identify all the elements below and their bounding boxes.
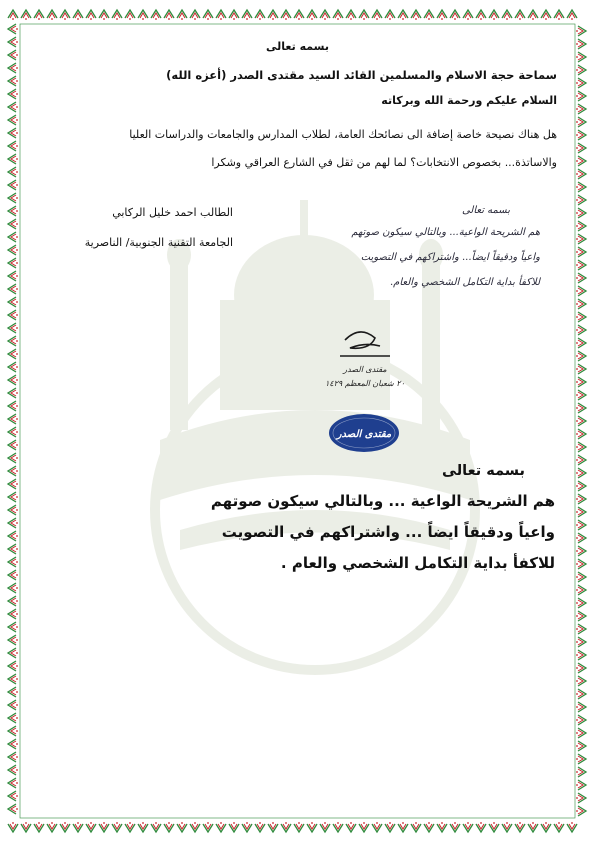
border-ornament — [576, 273, 586, 283]
border-ornament — [112, 822, 122, 832]
border-ornament — [576, 585, 586, 595]
border-ornament — [567, 10, 577, 20]
border-ornament — [8, 557, 18, 567]
border-ornament — [8, 726, 18, 736]
border-ornament — [502, 822, 512, 832]
border-ornament — [47, 822, 57, 832]
border-ornament — [8, 791, 18, 801]
border-ornament — [576, 78, 586, 88]
border-ornament — [576, 481, 586, 491]
border-ornament — [8, 635, 18, 645]
border-ornament — [8, 10, 18, 20]
border-ornament — [576, 169, 586, 179]
border-ornament — [576, 390, 586, 400]
border-ornament — [576, 455, 586, 465]
typed-reply-line: واعياً ودقيقاً ايضاً ... واشتراكهم في التصويت — [221, 523, 555, 541]
typed-reply-line: للاكفأ بداية التكامل الشخصي والعام . — [280, 554, 555, 572]
border-ornament — [576, 533, 586, 543]
border-ornament — [86, 822, 96, 832]
signature-date: ٢٠ شعبان المعظم ١٤٢٩ — [325, 379, 405, 388]
border-ornament — [8, 427, 18, 437]
border-ornament — [8, 674, 18, 684]
border-ornament — [576, 793, 586, 803]
border-ornament — [576, 702, 586, 712]
border-ornament — [385, 822, 395, 832]
border-ornament — [576, 611, 586, 621]
border-ornament — [8, 609, 18, 619]
border-ornament — [8, 700, 18, 710]
border-ornament — [190, 10, 200, 20]
border-ornament — [268, 10, 278, 20]
border-ornament — [424, 10, 434, 20]
border-ornament — [576, 507, 586, 517]
border-ornament — [8, 336, 18, 346]
border-ornament — [8, 752, 18, 762]
border-ornament — [8, 271, 18, 281]
border-ornament — [216, 10, 226, 20]
border-ornament — [8, 102, 18, 112]
border-ornament — [411, 10, 421, 20]
border-ornament — [307, 10, 317, 20]
border-ornament — [576, 364, 586, 374]
border-ornament — [8, 375, 18, 385]
border-ornament — [8, 466, 18, 476]
border-ornament — [8, 778, 18, 788]
border-ornament — [320, 10, 330, 20]
border-ornament — [8, 297, 18, 307]
border-ornament — [8, 414, 18, 424]
border-ornament — [8, 596, 18, 606]
border-ornament — [8, 492, 18, 502]
border-ornament — [576, 182, 586, 192]
border-ornament — [541, 822, 551, 832]
border-ornament — [576, 546, 586, 556]
border-ornament — [576, 780, 586, 790]
border-ornament — [8, 739, 18, 749]
border-ornament — [8, 232, 18, 242]
border-ornament — [229, 822, 239, 832]
border-ornament — [86, 10, 96, 20]
border-ornament — [576, 143, 586, 153]
border-ornament — [576, 728, 586, 738]
border-ornament — [8, 362, 18, 372]
border-ornament — [372, 10, 382, 20]
handwritten-line: هم الشريحة الواعية... وبالتالي سيكون صوتهم — [351, 227, 540, 238]
border-ornament — [8, 661, 18, 671]
border-ornament — [112, 10, 122, 20]
border-ornament — [8, 63, 18, 73]
signature-icon — [320, 320, 410, 395]
border-ornament — [8, 141, 18, 151]
border-ornament — [576, 624, 586, 634]
border-ornament — [489, 10, 499, 20]
border-ornament — [34, 822, 44, 832]
border-ornament — [8, 388, 18, 398]
border-ornament — [8, 115, 18, 125]
handwritten-line: بسمه تعالى — [461, 205, 510, 216]
border-ornament — [576, 338, 586, 348]
border-ornament — [47, 10, 57, 20]
border-ornament — [528, 822, 538, 832]
border-ornament — [576, 247, 586, 257]
border-ornament — [576, 325, 586, 335]
border-ornament — [73, 822, 83, 832]
typed-reply-title: بسمه تعالى — [442, 463, 525, 479]
border-ornament — [398, 822, 408, 832]
border-ornament — [437, 822, 447, 832]
border-ornament — [576, 806, 586, 816]
border-ornament — [73, 10, 83, 20]
border-ornament — [229, 10, 239, 20]
border-ornament — [138, 822, 148, 832]
border-ornament — [515, 822, 525, 832]
border-ornament — [576, 416, 586, 426]
border-ornament — [320, 822, 330, 832]
border-ornament — [34, 10, 44, 20]
border-ornament — [203, 10, 213, 20]
border-ornament — [99, 10, 109, 20]
border-ornament — [203, 822, 213, 832]
border-ornament — [8, 505, 18, 515]
border-ornament — [8, 349, 18, 359]
letter-body-line: والاساتذة... بخصوص الانتخابات؟ لما لهم من ثقل في الشارع العراقي وشكرا — [211, 156, 557, 169]
border-ornament — [385, 10, 395, 20]
border-ornament — [8, 167, 18, 177]
border-ornament — [463, 822, 473, 832]
border-ornament — [333, 822, 343, 832]
border-ornament — [576, 403, 586, 413]
border-ornament — [450, 10, 460, 20]
signature-name: مقتدى الصدر — [343, 365, 387, 374]
border-ornament — [21, 10, 31, 20]
letter-addressee: سماحة حجة الاسلام والمسلمين القائد السيد مقتدى الصدر (أعزه الله) — [166, 68, 557, 82]
border-ornament — [138, 10, 148, 20]
border-ornament — [307, 822, 317, 832]
border-ornament — [576, 715, 586, 725]
border-ornament — [216, 822, 226, 832]
border-ornament — [177, 10, 187, 20]
border-ornament — [576, 117, 586, 127]
border-ornament — [576, 208, 586, 218]
border-ornament — [125, 10, 135, 20]
border-ornament — [424, 822, 434, 832]
handwritten-reply — [330, 205, 540, 315]
border-ornament — [576, 442, 586, 452]
border-ornament — [576, 260, 586, 270]
sender-university: الجامعة التقنية الجنوبية/ الناصرية — [84, 236, 233, 249]
border-ornament — [463, 10, 473, 20]
border-ornament — [8, 180, 18, 190]
border-ornament — [8, 570, 18, 580]
border-ornament — [576, 689, 586, 699]
border-ornament — [8, 323, 18, 333]
border-ornament — [8, 822, 18, 832]
border-ornament — [576, 52, 586, 62]
border-ornament — [255, 822, 265, 832]
border-ornament — [164, 822, 174, 832]
border-ornament — [576, 650, 586, 660]
border-ornament — [576, 130, 586, 140]
border-ornament — [576, 377, 586, 387]
border-ornament — [8, 544, 18, 554]
border-ornament — [8, 193, 18, 203]
handwritten-line: واعياً ودقيقاً ايضاً... واشتراكهم في التصويت — [360, 252, 540, 263]
border-ornament — [8, 648, 18, 658]
border-ornament — [576, 741, 586, 751]
border-ornament — [515, 10, 525, 20]
border-ornament — [255, 10, 265, 20]
blue-calligraphy-seal — [327, 412, 401, 454]
border-ornament — [437, 10, 447, 20]
border-ornament — [8, 310, 18, 320]
border-ornament — [567, 822, 577, 832]
border-ornament — [8, 154, 18, 164]
border-ornament — [576, 234, 586, 244]
border-ornament — [576, 26, 586, 36]
border-ornament — [359, 10, 369, 20]
border-ornament — [8, 479, 18, 489]
border-ornament — [8, 245, 18, 255]
border-ornament — [576, 676, 586, 686]
border-ornament — [177, 822, 187, 832]
border-ornament — [502, 10, 512, 20]
border-ornament — [576, 637, 586, 647]
border-ornament — [398, 10, 408, 20]
border-ornament — [576, 91, 586, 101]
border-ornament — [333, 10, 343, 20]
border-ornament — [8, 765, 18, 775]
border-ornament — [268, 822, 278, 832]
border-ornament — [576, 429, 586, 439]
border-ornament — [476, 822, 486, 832]
border-ornament — [8, 518, 18, 528]
border-ornament — [489, 822, 499, 832]
border-ornament — [576, 767, 586, 777]
border-ornament — [576, 572, 586, 582]
border-ornament — [528, 10, 538, 20]
typed-reply-line: هم الشريحة الواعية ... وبالتالي سيكون صوتهم — [210, 492, 555, 510]
border-ornament — [576, 312, 586, 322]
border-ornament — [8, 713, 18, 723]
letter-body-line: هل هناك نصيحة خاصة إضافة الى نصائحك العامة، لطلاب المدارس والجامعات والدراسات العليا — [129, 128, 557, 141]
border-ornament — [8, 687, 18, 697]
border-ornament — [576, 221, 586, 231]
border-ornament — [60, 822, 70, 832]
border-ornament — [8, 24, 18, 34]
seal-text: مقتدى الصدر — [336, 429, 392, 440]
border-ornament — [576, 195, 586, 205]
border-ornament — [8, 89, 18, 99]
border-ornament — [8, 440, 18, 450]
border-ornament — [372, 822, 382, 832]
border-ornament — [576, 468, 586, 478]
border-ornament — [281, 10, 291, 20]
border-ornament — [242, 10, 252, 20]
border-ornament — [281, 822, 291, 832]
border-ornament — [576, 104, 586, 114]
border-ornament — [411, 822, 421, 832]
border-ornament — [576, 65, 586, 75]
border-ornament — [8, 258, 18, 268]
border-ornament — [242, 822, 252, 832]
border-ornament — [476, 10, 486, 20]
handwritten-line: للاكفأ بداية التكامل الشخصي والعام. — [390, 277, 540, 288]
border-ornament — [151, 10, 161, 20]
border-ornament — [8, 206, 18, 216]
border-ornament — [576, 494, 586, 504]
border-ornament — [576, 156, 586, 166]
border-ornament — [346, 10, 356, 20]
border-ornament — [190, 822, 200, 832]
border-ornament — [576, 663, 586, 673]
border-ornament — [450, 822, 460, 832]
border-ornament — [294, 822, 304, 832]
border-ornament — [21, 822, 31, 832]
border-ornament — [294, 10, 304, 20]
border-ornament — [576, 351, 586, 361]
sender-name: الطالب احمد خليل الركابي — [112, 206, 233, 219]
border-ornament — [576, 299, 586, 309]
border-ornament — [554, 10, 564, 20]
border-ornament — [359, 822, 369, 832]
border-ornament — [125, 822, 135, 832]
border-ornament — [576, 559, 586, 569]
border-ornament — [8, 453, 18, 463]
border-ornament — [576, 520, 586, 530]
border-ornament — [60, 10, 70, 20]
border-ornament — [8, 128, 18, 138]
border-ornament — [8, 219, 18, 229]
letter-greeting: السلام عليكم ورحمة الله وبركاته — [381, 94, 557, 107]
border-ornament — [554, 822, 564, 832]
border-ornament — [8, 622, 18, 632]
border-ornament — [99, 822, 109, 832]
border-ornament — [346, 822, 356, 832]
border-ornament — [576, 754, 586, 764]
border-ornament — [576, 598, 586, 608]
border-ornament — [8, 401, 18, 411]
border-ornament — [164, 10, 174, 20]
border-ornament — [8, 531, 18, 541]
border-ornament — [8, 284, 18, 294]
border-ornament — [151, 822, 161, 832]
border-ornament — [541, 10, 551, 20]
border-ornament — [576, 286, 586, 296]
border-ornament — [8, 804, 18, 814]
border-ornament — [8, 76, 18, 86]
letter-basmala: بسمه تعالى — [266, 40, 329, 53]
border-ornament — [8, 583, 18, 593]
